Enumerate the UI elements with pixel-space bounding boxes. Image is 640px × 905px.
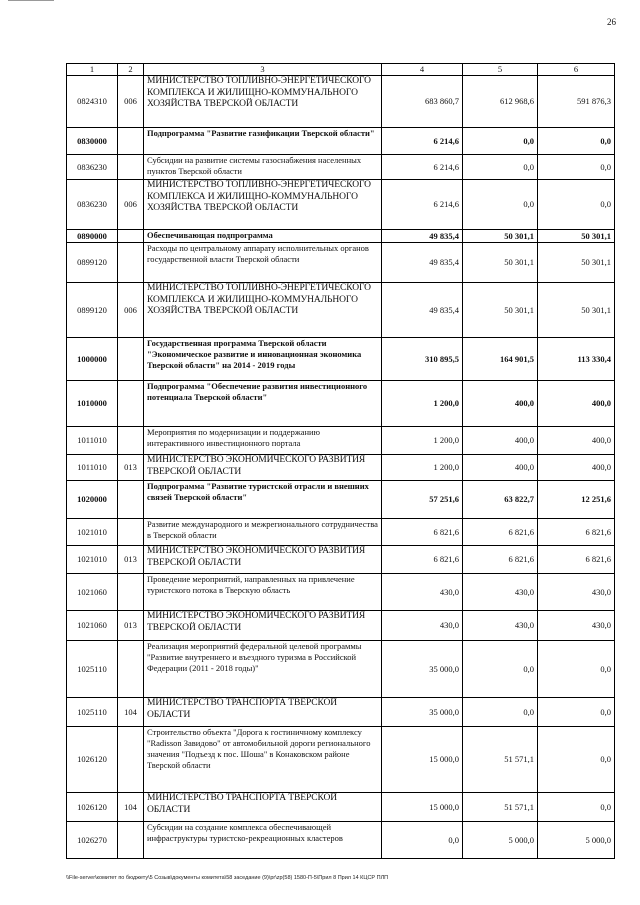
row-code: 1011010 [67,427,118,455]
row-code: 0836230 [67,180,118,230]
column-header: 2 [118,64,144,76]
row-value-5: 51 571,1 [463,727,538,793]
row-dept [118,128,144,155]
row-code: 1026120 [67,793,118,822]
table-row [67,455,615,481]
row-value-6: 591 876,3 [538,76,615,128]
table-row [67,283,615,338]
row-value-6: 50 301,1 [538,283,615,338]
row-dept: 006 [118,76,144,128]
row-code: 0890000 [67,230,118,243]
row-code: 1021010 [67,519,118,546]
row-code: 0830000 [67,128,118,155]
row-value-6: 0,0 [538,155,615,180]
row-dept: 006 [118,283,144,338]
row-value-4: 6 214,6 [382,180,463,230]
row-name: Реализация мероприятий федеральной целевой программы "Развитие внутреннего и въездного туризма в Российской Федерации (2011 - 2018 годы)" [144,641,382,698]
row-value-5: 164 901,5 [463,338,538,381]
row-dept [118,243,144,283]
row-name: Государственная программа Тверской области "Экономическое развитие и инновационная экономика Тверской области" на 2014 - 2019 годы [144,338,382,381]
row-name: МИНИСТЕРСТВО ЭКОНОМИЧЕСКОГО РАЗВИТИЯ ТВЕРСКОЙ ОБЛАСТИ [144,455,382,481]
row-value-5: 5 000,0 [463,822,538,859]
row-code: 1010000 [67,381,118,427]
row-code: 1020000 [67,481,118,519]
row-value-6: 0,0 [538,698,615,727]
table-row [67,481,615,519]
row-value-4: 6 214,6 [382,155,463,180]
row-value-5: 6 821,6 [463,519,538,546]
row-value-4: 1 200,0 [382,455,463,481]
row-value-5: 63 822,7 [463,481,538,519]
row-value-4: 6 821,6 [382,519,463,546]
column-header: 5 [463,64,538,76]
table-row [67,180,615,230]
column-header: 4 [382,64,463,76]
row-value-5: 50 301,1 [463,230,538,243]
table-row [67,76,615,128]
row-value-6: 6 821,6 [538,546,615,574]
table-row [67,519,615,546]
row-dept [118,230,144,243]
table-row [67,698,615,727]
row-value-5: 6 821,6 [463,546,538,574]
row-value-6: 0,0 [538,641,615,698]
row-value-6: 0,0 [538,128,615,155]
row-value-5: 50 301,1 [463,243,538,283]
row-value-5: 430,0 [463,611,538,641]
row-code: 0836230 [67,155,118,180]
table-row [67,611,615,641]
row-name: МИНИСТЕРСТВО ТРАНСПОРТА ТВЕРСКОЙ ОБЛАСТИ [144,698,382,727]
row-value-6: 12 251,6 [538,481,615,519]
row-dept [118,427,144,455]
row-value-4: 430,0 [382,574,463,611]
row-name: Проведение мероприятий, направленных на привлечение туристского потока в Тверскую область [144,574,382,611]
column-header: 3 [144,64,382,76]
row-value-5: 0,0 [463,641,538,698]
row-value-6: 6 821,6 [538,519,615,546]
row-name: Подпрограмма "Обеспечение развития инвестиционного потенциала Тверской области" [144,381,382,427]
table-header-row [67,64,615,76]
row-value-6: 400,0 [538,455,615,481]
row-name: МИНИСТЕРСТВО ЭКОНОМИЧЕСКОГО РАЗВИТИЯ ТВЕРСКОЙ ОБЛАСТИ [144,546,382,574]
row-name: Развитие международного и межрегионального сотрудничества в Тверской области [144,519,382,546]
file-path-footer: \\File-server\комитет по бюджету\5 Созыв\документы комитета\58 заседание (9)\pr\zp(58) 1580-П-5\Прил 8 Прил 14 КЦСР ПЛП [66,875,389,881]
row-name: Субсидии на развитие системы газоснабжения населенных пунктов Тверской области [144,155,382,180]
row-value-6: 50 301,1 [538,230,615,243]
row-value-5: 612 968,6 [463,76,538,128]
table-row [67,155,615,180]
row-value-4: 49 835,4 [382,243,463,283]
row-name: МИНИСТЕРСТВО ТОПЛИВНО-ЭНЕРГЕТИЧЕСКОГО КОМПЛЕКСА И ЖИЛИЩНО-КОММУНАЛЬНОГО ХОЗЯЙСТВА ТВЕРСКОЙ ОБЛАСТИ [144,283,382,338]
row-name: Расходы по центральному аппарату исполнительных органов государственной власти Тверской области [144,243,382,283]
row-code: 1025110 [67,698,118,727]
row-value-5: 400,0 [463,427,538,455]
row-dept: 013 [118,611,144,641]
row-value-6: 5 000,0 [538,822,615,859]
table-row [67,381,615,427]
row-value-5: 0,0 [463,128,538,155]
row-code: 1025110 [67,641,118,698]
row-name: МИНИСТЕРСТВО ЭКОНОМИЧЕСКОГО РАЗВИТИЯ ТВЕРСКОЙ ОБЛАСТИ [144,611,382,641]
table-row [67,427,615,455]
table-row [67,128,615,155]
row-code: 1000000 [67,338,118,381]
row-name: МИНИСТЕРСТВО ТОПЛИВНО-ЭНЕРГЕТИЧЕСКОГО КОМПЛЕКСА И ЖИЛИЩНО-КОММУНАЛЬНОГО ХОЗЯЙСТВА ТВЕРСКОЙ ОБЛАСТИ [144,76,382,128]
row-code: 1021060 [67,611,118,641]
budget-table [66,63,615,859]
row-value-6: 430,0 [538,611,615,641]
row-code: 1026270 [67,822,118,859]
row-value-4: 430,0 [382,611,463,641]
row-value-6: 400,0 [538,381,615,427]
row-value-5: 0,0 [463,180,538,230]
page-number: 26 [607,17,616,27]
row-value-6: 0,0 [538,793,615,822]
row-value-4: 15 000,0 [382,793,463,822]
table-row [67,727,615,793]
row-dept [118,481,144,519]
row-dept: 013 [118,455,144,481]
row-value-4: 35 000,0 [382,698,463,727]
row-value-6: 430,0 [538,574,615,611]
row-value-4: 15 000,0 [382,727,463,793]
row-code: 1021060 [67,574,118,611]
row-value-4: 310 895,5 [382,338,463,381]
row-value-5: 400,0 [463,381,538,427]
row-dept [118,519,144,546]
table-row [67,641,615,698]
row-name: МИНИСТЕРСТВО ТОПЛИВНО-ЭНЕРГЕТИЧЕСКОГО КОМПЛЕКСА И ЖИЛИЩНО-КОММУНАЛЬНОГО ХОЗЯЙСТВА ТВЕРСКОЙ ОБЛАСТИ [144,180,382,230]
row-dept [118,641,144,698]
table-row [67,793,615,822]
row-name: Подпрограмма "Развитие туристской отрасли и внешних связей Тверской области" [144,481,382,519]
row-code: 1021010 [67,546,118,574]
row-dept [118,574,144,611]
row-value-5: 400,0 [463,455,538,481]
table-row [67,546,615,574]
row-value-5: 430,0 [463,574,538,611]
row-name: Субсидии на создание комплекса обеспечивающей инфраструктуры туристско-рекреационных кластеров [144,822,382,859]
row-value-6: 113 330,4 [538,338,615,381]
row-value-4: 49 835,4 [382,283,463,338]
row-value-4: 57 251,6 [382,481,463,519]
row-code: 0899120 [67,283,118,338]
row-value-6: 0,0 [538,727,615,793]
row-dept [118,822,144,859]
scan-corner-mark [8,0,54,1]
row-value-4: 6 821,6 [382,546,463,574]
table-row [67,243,615,283]
row-value-5: 0,0 [463,155,538,180]
row-value-4: 0,0 [382,822,463,859]
row-name: Подпрограмма "Развитие газификации Тверской области" [144,128,382,155]
row-value-4: 35 000,0 [382,641,463,698]
row-value-4: 1 200,0 [382,381,463,427]
row-dept: 006 [118,180,144,230]
row-value-4: 6 214,6 [382,128,463,155]
row-dept: 013 [118,546,144,574]
row-code: 1011010 [67,455,118,481]
row-name: Обеспечивающая подпрограмма [144,230,382,243]
row-value-5: 0,0 [463,698,538,727]
row-value-5: 50 301,1 [463,283,538,338]
column-header: 1 [67,64,118,76]
row-value-6: 400,0 [538,427,615,455]
table-row [67,338,615,381]
row-value-4: 683 860,7 [382,76,463,128]
row-dept [118,727,144,793]
row-value-6: 0,0 [538,180,615,230]
row-value-6: 50 301,1 [538,243,615,283]
row-dept: 104 [118,698,144,727]
column-header: 6 [538,64,615,76]
row-dept [118,155,144,180]
table-row [67,230,615,243]
row-dept [118,381,144,427]
row-value-4: 1 200,0 [382,427,463,455]
row-value-5: 51 571,1 [463,793,538,822]
row-dept: 104 [118,793,144,822]
row-code: 1026120 [67,727,118,793]
row-name: Строительство объекта "Дорога к гостиничному комплексу "Radisson Завидово" от автомобильной дороги регионального значения "Подъезд к пос. Шоша" в Конаковском районе Тверской области [144,727,382,793]
row-code: 0824310 [67,76,118,128]
row-code: 0899120 [67,243,118,283]
row-name: Мероприятия по модернизации и поддержанию интерактивного инвестиционного портала [144,427,382,455]
table-row [67,822,615,859]
row-value-4: 49 835,4 [382,230,463,243]
row-dept [118,338,144,381]
row-name: МИНИСТЕРСТВО ТРАНСПОРТА ТВЕРСКОЙ ОБЛАСТИ [144,793,382,822]
table-row [67,574,615,611]
